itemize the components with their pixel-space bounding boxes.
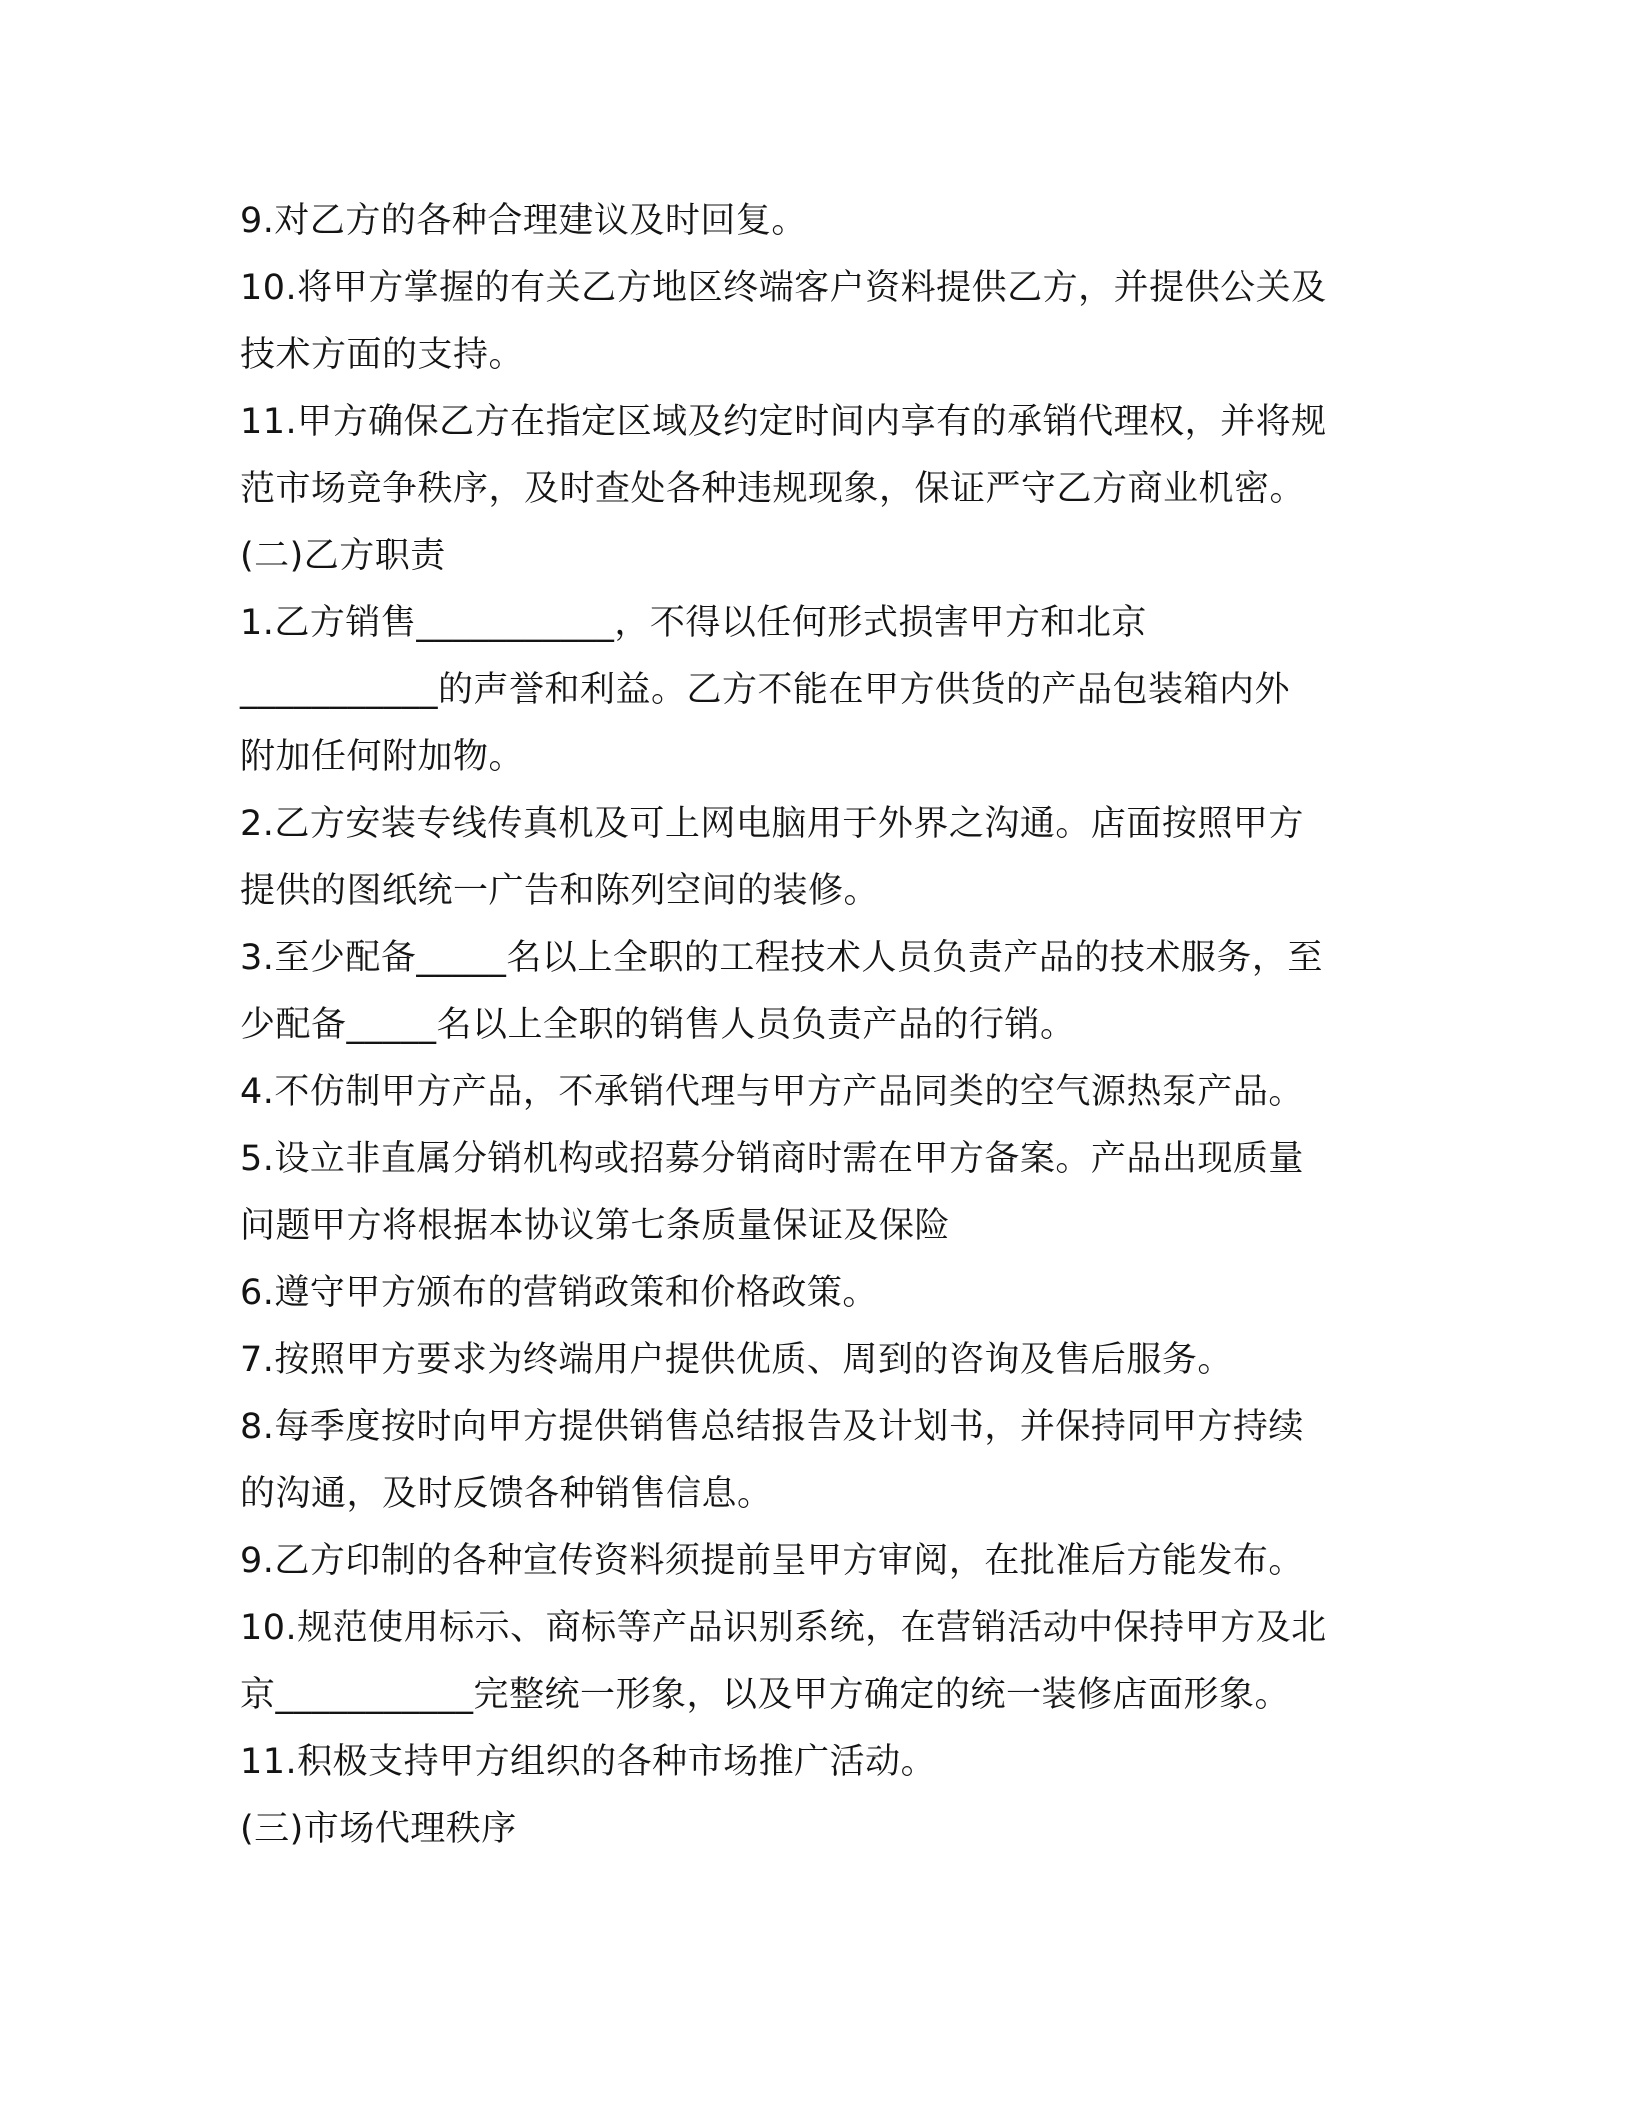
text-line: 11.甲方确保乙方在指定区域及约定时间内享有的承销代理权，并将规 — [240, 402, 1327, 442]
text-line: 技术方面的支持。 — [240, 335, 525, 375]
text-line: 5.设立非直属分销机构或招募分销商时需在甲方备案。产品出现质量 — [240, 1139, 1304, 1179]
text-line: 9.乙方印制的各种宣传资料须提前呈甲方审阅，在批准后方能发布。 — [240, 1541, 1304, 1581]
text-line: 附加任何附加物。 — [240, 737, 525, 777]
text-line: 问题甲方将根据本协议第七条质量保证及保险 — [240, 1206, 951, 1246]
text-line: 1.乙方销售___________，不得以任何形式损害甲方和北京 — [240, 603, 1147, 643]
text-line: 京___________完整统一形象，以及甲方确定的统一装修店面形象。 — [240, 1675, 1291, 1715]
text-line: 6.遵守甲方颁布的营销政策和价格政策。 — [240, 1273, 878, 1313]
text-line: 7.按照甲方要求为终端用户提供优质、周到的咨询及售后服务。 — [240, 1340, 1233, 1380]
text-line: 9.对乙方的各种合理建议及时回复。 — [240, 201, 807, 241]
document-body — [240, 188, 1408, 1863]
text-line: 10.将甲方掌握的有关乙方地区终端客户资料提供乙方，并提供公关及 — [240, 268, 1327, 308]
text-line: 2.乙方安装专线传真机及可上网电脑用于外界之沟通。店面按照甲方 — [240, 804, 1304, 844]
text-line: 8.每季度按时向甲方提供销售总结报告及计划书，并保持同甲方持续 — [240, 1407, 1304, 1447]
text-line: ___________的声誉和利益。乙方不能在甲方供货的产品包装箱内外 — [240, 670, 1291, 710]
text-line: 的沟通，及时反馈各种销售信息。 — [240, 1474, 773, 1514]
text-line: 10.规范使用标示、商标等产品识别系统，在营销活动中保持甲方及北 — [240, 1608, 1327, 1648]
section-heading: (二)乙方职责 — [240, 536, 446, 576]
text-line: 3.至少配备_____名以上全职的工程技术人员负责产品的技术服务，至 — [240, 938, 1323, 978]
text-line: 少配备_____名以上全职的销售人员负责产品的行销。 — [240, 1005, 1076, 1045]
text-line: 范市场竞争秩序，及时查处各种违规现象，保证严守乙方商业机密。 — [240, 469, 1306, 509]
text-line: 4.不仿制甲方产品，不承销代理与甲方产品同类的空气源热泵产品。 — [240, 1072, 1304, 1112]
text-line: 提供的图纸统一广告和陈列空间的装修。 — [240, 871, 880, 911]
text-line: 11.积极支持甲方组织的各种市场推广活动。 — [240, 1742, 937, 1782]
section-heading: (三)市场代理秩序 — [240, 1809, 517, 1849]
